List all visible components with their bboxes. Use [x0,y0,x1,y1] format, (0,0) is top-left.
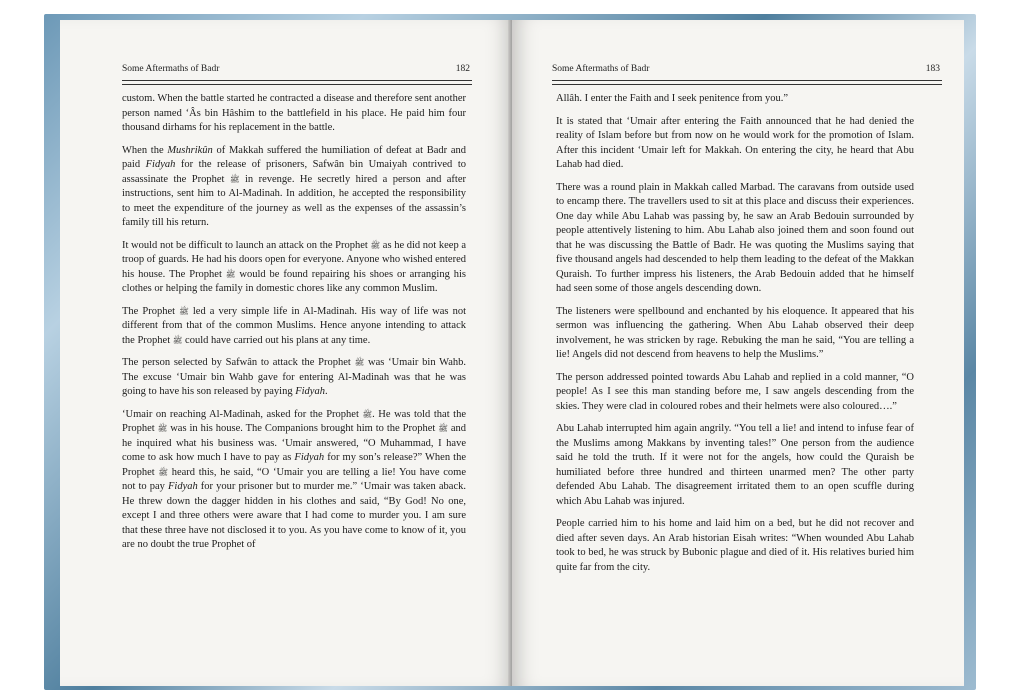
left-page-header [122,64,470,74]
left-page-body [122,92,466,561]
italic-term: Fidyah [295,386,325,397]
paragraph: There was a round plain in Makkah called Marbad. The caravans from outside used to encamp there. The travellers used to sit at this place and discuss their experiences. One day while Abu Lahab was passing by, he saw an Arab Bedouin surrounded by people attentively listening to him. Abu Lahab also joined them and soon found out that he was discussing the Battle of Badr. He was quoting the Muslims saying that five thousand angels had descended to help them leading to the defeat of the Makkan Quraish. To further impress his listeners, the Arab Bedouin added that he himself had seen some of those angels descending down. [556,181,914,294]
paragraph: It would not be difficult to launch an attack on the Prophet ﷺ as he did not keep a troop of guards. He had his doors open for everyone. Anyone who wished entered his house. The Prophet ﷺ would be found repairing his shoes or arranging his clothes or helping the family in domestic chores like any common Muslim. [122,239,466,294]
italic-term: Fidyah [167,481,198,492]
right-page [512,20,964,686]
paragraph: custom. When the battle started he contracted a disease and therefore sent another person named ‘Âs bin Hâshim to the battlefield in his place. He paid him four thousand dirhams for his replacement in the battle. [122,93,466,133]
italic-term: Mushrikûn [167,144,213,156]
paragraph: The person selected by Safwân to attack the Prophet ﷺ was ‘Umair bin Wahb. The excuse ‘Umair bin Wahb gave for entering Al-Madinah was that he was going to have his son released by paying Fidyah. [122,357,466,397]
paragraph: People carried him to his home and laid him on a bed, but he did not recover and died after seven days. An Arab historian Eisah writes: “When wounded Abu Lahab took to bed, he was struck by Bubonic plague and died of it. His relatives buried him quite far from the city. [556,518,914,573]
italic-term: Fidyah [145,159,176,170]
salutation-glyph: ﷺ [172,335,183,345]
paragraph: When the Mushrikûn of Makkah suffered the humiliation of defeat at Badr and paid Fidyah for the release of prisoners, Safwân bin Umaiyah contrived to assassinate the Prophet ﷺ in revenge. He secretly hired a person and after instructions, sent him to Al-Madinah. In addition, he accepted the responsibility to meet the expenditure of the journey as well as the expenses of the assassin’s family till his return. [122,144,467,228]
paragraph: The Prophet ﷺ led a very simple life in Al-Madinah. His way of life was not different from that of the common Muslims. Hence anyone intending to attack the Prophet ﷺ could have carried out his plans at any time. [122,305,466,346]
salutation-glyph: ﷺ [229,174,240,184]
left-running-head: Some Aftermaths of Badr [122,64,220,74]
salutation-glyph: ﷺ [438,424,448,433]
paragraph: The listeners were spellbound and enchanted by his eloquence. It appeared that his sermon was influencing the gathering. When Abu Lahab observed their deep involvement, he was stricken by rage. Rebuking the man he said, “You are telling a lie! Angels did not descend from heavens to help the Muslims.” [556,305,914,360]
paragraph: The person addressed pointed towards Abu Lahab and replied in a cold manner, “O people! As I see this man standing before me, I saw angels descending from the skies. They were clad in coloured robes and their helmets were also coloured….” [556,371,914,412]
right-page-body [556,92,914,583]
right-header-rule [552,80,942,85]
paragraph: ‘Umair on reaching Al-Madinah, asked for the Prophet ﷺ. He was told that the Prophet ﷺ was in his house. The Companions brought him to the Prophet ﷺ and he inquired what his business was. ‘Umair answered, “O Muhammad, I have come to ask how much I have to pay as Fidyah for my son’s release?” When the Prophet ﷺ heard this, he said, “O ‘Umair you are telling a lie! You have come not to pay Fidyah for your prisoner but to murder me.” ‘Umair was taken aback. He threw down the dagger hidden in his clothes and said, “By God! No one, except I and three others were aware that I had come to murder you. I am sure that these three have not disclosed it to you. As you have come to know of it, you are no doubt the true Prophet of [122,408,466,550]
salutation-glyph: ﷺ [179,306,189,316]
salutation-glyph: ﷺ [158,467,169,477]
right-running-head: Some Aftermaths of Badr [552,64,650,74]
left-header-rule [122,80,472,85]
salutation-glyph: ﷺ [225,269,236,279]
italic-term: Fidyah [294,452,325,463]
salutation-glyph: ﷺ [354,358,365,367]
left-page-number: 182 [455,64,470,74]
paragraph: It is stated that ‘Umair after entering the Faith announced that he had denied the reality of Islam before but from now on he would work for the promotion of Islam. After this incident ‘Umair left for Makkah. On entering the city, he heard that Abu Lahab had died. [556,115,914,170]
right-page-header [552,64,940,74]
left-page [60,20,512,686]
paragraph: Allâh. I enter the Faith and I seek penitence from you.” [556,93,789,104]
paragraph: Abu Lahab interrupted him again angrily. “You tell a lie! and intend to infuse fear of the Muslims among Makkans by inventing tales!” One person from the audience said he told the truth. If it were not for the angels, how could the Quraish be humiliated before three hundred and thirteen unarmed men? The other party defended Abu Lahab. The disagreement irritated them to an open scuffle during which Abu Lahab was injured. [556,423,914,507]
salutation-glyph: ﷺ [362,409,373,419]
right-page-number: 183 [925,64,940,74]
salutation-glyph: ﷺ [157,424,168,433]
salutation-glyph: ﷺ [370,240,381,250]
